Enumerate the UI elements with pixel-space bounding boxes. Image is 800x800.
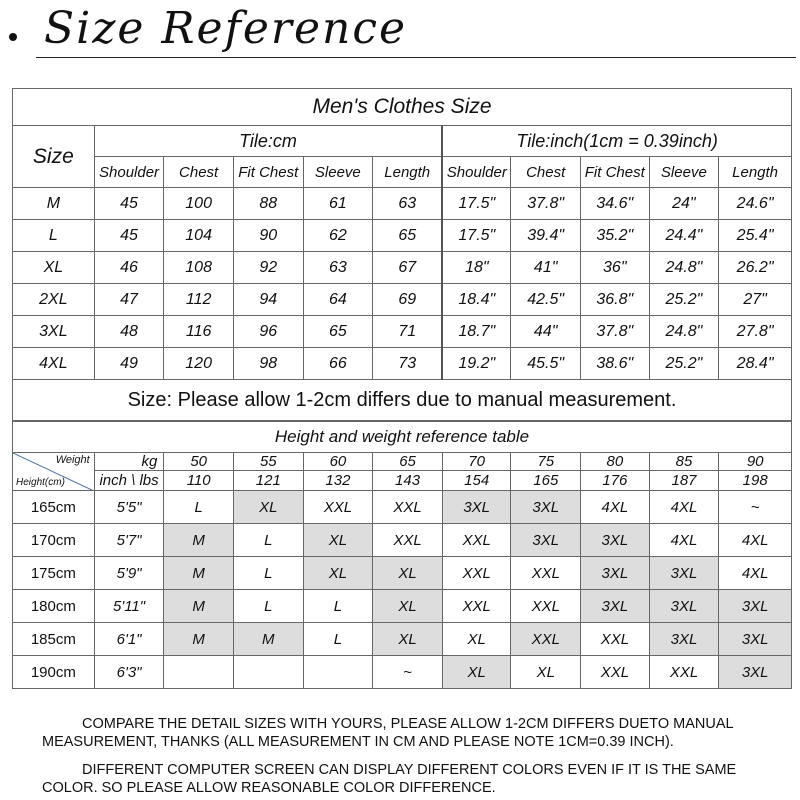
size-recommendation-cell: XXL — [581, 623, 650, 656]
lbs-value-cell: 154 — [442, 471, 511, 491]
size-recommendation-cell: L — [233, 524, 303, 557]
kg-value-cell: 65 — [373, 453, 443, 471]
size-recommendation-cell: M — [164, 557, 234, 590]
inch-value-cell: 24.8" — [649, 316, 719, 348]
column-header-length: Length — [719, 157, 792, 188]
inch-value-cell: 27" — [719, 284, 792, 316]
inch-value-cell: 17.5" — [442, 188, 511, 220]
cm-value-cell: 88 — [233, 188, 303, 220]
size-recommendation-cell: L — [233, 590, 303, 623]
size-recommendation-cell: 3XL — [649, 557, 719, 590]
cm-value-cell: 116 — [164, 316, 234, 348]
size-recommendation-cell: XL — [303, 557, 373, 590]
cm-value-cell: 71 — [373, 316, 443, 348]
size-recommendation-cell: ~ — [373, 656, 443, 689]
cm-value-cell: 69 — [373, 284, 443, 316]
height-cm-cell: 185cm — [13, 623, 95, 656]
size-recommendation-cell: XL — [511, 656, 581, 689]
inch-value-cell: 18" — [442, 252, 511, 284]
size-recommendation-cell: L — [164, 491, 234, 524]
size-recommendation-cell: M — [164, 623, 234, 656]
inch-value-cell: 28.4" — [719, 348, 792, 380]
cm-group-header: Tile:cm — [94, 126, 442, 157]
inch-value-cell: 25.2" — [649, 348, 719, 380]
inch-value-cell: 24.6" — [719, 188, 792, 220]
height-inch-cell: 5'7" — [94, 524, 164, 557]
column-header-fit-chest: Fit Chest — [580, 157, 649, 188]
cm-value-cell: 63 — [373, 188, 443, 220]
size-recommendation-cell: 3XL — [511, 491, 581, 524]
lbs-row — [13, 471, 792, 491]
table-row — [13, 590, 792, 623]
size-table-title: Men's Clothes Size — [13, 89, 792, 126]
size-table — [12, 88, 792, 421]
inch-value-cell: 25.4" — [719, 220, 792, 252]
cm-value-cell: 61 — [303, 188, 373, 220]
lbs-value-cell: 110 — [164, 471, 234, 491]
size-table-body — [13, 188, 792, 380]
size-recommendation-cell: 4XL — [719, 557, 792, 590]
inch-value-cell: 24" — [649, 188, 719, 220]
size-recommendation-cell: XXL — [442, 557, 511, 590]
cm-value-cell: 96 — [233, 316, 303, 348]
note-text-2: DIFFERENT COMPUTER SCREEN CAN DISPLAY DIFFERENT COLORS EVEN IF IT IS THE SAME COLOR. SO PLEASE ALLOW REASONABLE COLOR DIFFERENCE. — [42, 762, 737, 796]
cm-value-cell: 100 — [164, 188, 234, 220]
size-recommendation-cell: XL — [303, 524, 373, 557]
kg-row — [13, 453, 792, 471]
inch-value-cell: 19.2" — [442, 348, 511, 380]
size-recommendation-cell: 3XL — [719, 623, 792, 656]
size-recommendation-cell — [233, 656, 303, 689]
bullet-dot — [9, 33, 17, 41]
inch-value-cell: 35.2" — [580, 220, 649, 252]
size-recommendation-cell: M — [164, 590, 234, 623]
size-recommendation-cell: 3XL — [442, 491, 511, 524]
size-recommendation-cell: 4XL — [649, 491, 719, 524]
size-recommendation-cell: 3XL — [511, 524, 581, 557]
table-row — [13, 220, 792, 252]
cm-value-cell: 94 — [233, 284, 303, 316]
size-recommendation-cell: XXL — [303, 491, 373, 524]
column-header-length: Length — [373, 157, 443, 188]
note-text-1: COMPARE THE DETAIL SIZES WITH YOURS, PLEASE ALLOW 1-2CM DIFFERS DUETO MANUAL MEASUREMENT, THANKS (ALL MEASUREMENT IN CM AND PLEASE NOTE 1CM=0.39 INCH). — [42, 716, 734, 750]
kg-label: kg — [94, 453, 164, 471]
size-recommendation-cell: XL — [233, 491, 303, 524]
size-recommendation-cell: 3XL — [581, 557, 650, 590]
cm-value-cell: 112 — [164, 284, 234, 316]
table-row — [13, 656, 792, 689]
inch-value-cell: 41" — [511, 252, 581, 284]
size-recommendation-cell: L — [233, 557, 303, 590]
cm-value-cell: 66 — [303, 348, 373, 380]
inch-value-cell: 38.6" — [580, 348, 649, 380]
size-recommendation-cell: L — [303, 623, 373, 656]
size-recommendation-cell: 3XL — [719, 590, 792, 623]
column-header-fit-chest: Fit Chest — [233, 157, 303, 188]
size-recommendation-cell: XXL — [373, 524, 443, 557]
column-header-shoulder: Shoulder — [442, 157, 511, 188]
cm-value-cell: 98 — [233, 348, 303, 380]
column-header-chest: Chest — [511, 157, 581, 188]
size-recommendation-cell: XL — [373, 623, 443, 656]
size-recommendation-cell: 3XL — [649, 590, 719, 623]
height-inch-cell: 5'5" — [94, 491, 164, 524]
cm-value-cell: 48 — [94, 316, 164, 348]
cm-value-cell: 46 — [94, 252, 164, 284]
size-recommendation-cell: 3XL — [581, 590, 650, 623]
inch-value-cell: 44" — [511, 316, 581, 348]
lbs-value-cell: 165 — [511, 471, 581, 491]
cm-value-cell: 65 — [373, 220, 443, 252]
kg-value-cell: 90 — [719, 453, 792, 471]
inch-value-cell: 26.2" — [719, 252, 792, 284]
inch-value-cell: 39.4" — [511, 220, 581, 252]
size-recommendation-cell: 4XL — [581, 491, 650, 524]
cm-value-cell: 65 — [303, 316, 373, 348]
inch-group-header: Tile:inch(1cm = 0.39inch) — [442, 126, 791, 157]
size-label-cell: M — [13, 188, 95, 220]
column-header-shoulder: Shoulder — [94, 157, 164, 188]
size-recommendation-cell: 3XL — [649, 623, 719, 656]
kg-value-cell: 75 — [511, 453, 581, 471]
cm-value-cell: 73 — [373, 348, 443, 380]
page-heading — [0, 0, 800, 62]
table-row — [13, 623, 792, 656]
hw-table-body — [13, 491, 792, 689]
heading-underline — [36, 57, 796, 58]
size-recommendation-cell: L — [303, 590, 373, 623]
table-row — [13, 284, 792, 316]
height-axis-label: Height(cm) — [16, 477, 65, 488]
inch-value-cell: 17.5" — [442, 220, 511, 252]
size-recommendation-cell — [164, 656, 234, 689]
column-header-row — [13, 157, 792, 188]
kg-value-cell: 85 — [649, 453, 719, 471]
size-recommendation-cell: XXL — [442, 590, 511, 623]
cm-value-cell: 64 — [303, 284, 373, 316]
table-row — [13, 557, 792, 590]
kg-value-cell: 80 — [581, 453, 650, 471]
size-recommendation-cell: XXL — [373, 491, 443, 524]
height-inch-cell: 5'11" — [94, 590, 164, 623]
height-inch-cell: 6'3" — [94, 656, 164, 689]
size-recommendation-cell: XXL — [511, 623, 581, 656]
cm-value-cell: 47 — [94, 284, 164, 316]
size-header: Size — [13, 126, 95, 188]
lbs-value-cell: 187 — [649, 471, 719, 491]
size-recommendation-cell: XXL — [511, 557, 581, 590]
inch-value-cell: 45.5" — [511, 348, 581, 380]
height-inch-cell: 5'9" — [94, 557, 164, 590]
inch-value-cell: 18.4" — [442, 284, 511, 316]
lbs-value-cell: 198 — [719, 471, 792, 491]
size-recommendation-cell: XL — [442, 656, 511, 689]
size-recommendation-cell: XL — [373, 590, 443, 623]
inch-value-cell: 36.8" — [580, 284, 649, 316]
kg-value-cell: 55 — [233, 453, 303, 471]
column-header-sleeve: Sleeve — [303, 157, 373, 188]
height-cm-cell: 165cm — [13, 491, 95, 524]
inch-value-cell: 36" — [580, 252, 649, 284]
size-recommendation-cell: XL — [442, 623, 511, 656]
lbs-label: inch \ lbs — [94, 471, 164, 491]
height-inch-cell: 6'1" — [94, 623, 164, 656]
size-recommendation-cell: XL — [373, 557, 443, 590]
weight-axis-label: Weight — [55, 454, 90, 466]
inch-value-cell: 27.8" — [719, 316, 792, 348]
table-row — [13, 316, 792, 348]
cm-value-cell: 108 — [164, 252, 234, 284]
kg-value-cell: 60 — [303, 453, 373, 471]
page-title: Size Reference — [44, 3, 408, 54]
height-cm-cell: 180cm — [13, 590, 95, 623]
cm-value-cell: 49 — [94, 348, 164, 380]
lbs-value-cell: 143 — [373, 471, 443, 491]
axis-corner-cell — [13, 453, 95, 491]
table-row — [13, 252, 792, 284]
notes-paragraph-1 — [42, 715, 762, 751]
size-recommendation-cell: XXL — [511, 590, 581, 623]
size-recommendation-cell: M — [164, 524, 234, 557]
lbs-value-cell: 132 — [303, 471, 373, 491]
inch-value-cell: 37.8" — [511, 188, 581, 220]
size-recommendation-cell: 3XL — [581, 524, 650, 557]
cm-value-cell: 45 — [94, 188, 164, 220]
inch-value-cell: 24.4" — [649, 220, 719, 252]
measurement-note: Size: Please allow 1-2cm differs due to manual measurement. — [13, 380, 792, 421]
size-recommendation-cell: M — [233, 623, 303, 656]
height-cm-cell: 175cm — [13, 557, 95, 590]
column-header-sleeve: Sleeve — [649, 157, 719, 188]
size-recommendation-cell — [303, 656, 373, 689]
cm-value-cell: 120 — [164, 348, 234, 380]
hw-table-title: Height and weight reference table — [13, 422, 792, 453]
inch-value-cell: 37.8" — [580, 316, 649, 348]
size-recommendation-cell: 4XL — [649, 524, 719, 557]
size-label-cell: 3XL — [13, 316, 95, 348]
size-recommendation-cell: XXL — [649, 656, 719, 689]
cm-value-cell: 63 — [303, 252, 373, 284]
table-row — [13, 188, 792, 220]
height-weight-table — [12, 421, 792, 689]
table-row — [13, 348, 792, 380]
table-row — [13, 524, 792, 557]
cm-value-cell: 45 — [94, 220, 164, 252]
height-cm-cell: 190cm — [13, 656, 95, 689]
inch-value-cell: 34.6" — [580, 188, 649, 220]
cm-value-cell: 90 — [233, 220, 303, 252]
inch-value-cell: 42.5" — [511, 284, 581, 316]
inch-value-cell: 18.7" — [442, 316, 511, 348]
kg-value-cell: 70 — [442, 453, 511, 471]
size-label-cell: 4XL — [13, 348, 95, 380]
inch-value-cell: 24.8" — [649, 252, 719, 284]
cm-value-cell: 92 — [233, 252, 303, 284]
size-recommendation-cell: 3XL — [719, 656, 792, 689]
cm-value-cell: 62 — [303, 220, 373, 252]
size-recommendation-cell: XXL — [442, 524, 511, 557]
kg-value-cell: 50 — [164, 453, 234, 471]
size-label-cell: XL — [13, 252, 95, 284]
size-recommendation-cell: 4XL — [719, 524, 792, 557]
size-recommendation-cell: XXL — [581, 656, 650, 689]
lbs-value-cell: 121 — [233, 471, 303, 491]
size-label-cell: 2XL — [13, 284, 95, 316]
size-recommendation-cell: ~ — [719, 491, 792, 524]
notes-paragraph-2 — [42, 761, 762, 797]
size-label-cell: L — [13, 220, 95, 252]
cm-value-cell: 104 — [164, 220, 234, 252]
height-cm-cell: 170cm — [13, 524, 95, 557]
column-header-chest: Chest — [164, 157, 234, 188]
cm-value-cell: 67 — [373, 252, 443, 284]
inch-value-cell: 25.2" — [649, 284, 719, 316]
lbs-value-cell: 176 — [581, 471, 650, 491]
table-row — [13, 491, 792, 524]
